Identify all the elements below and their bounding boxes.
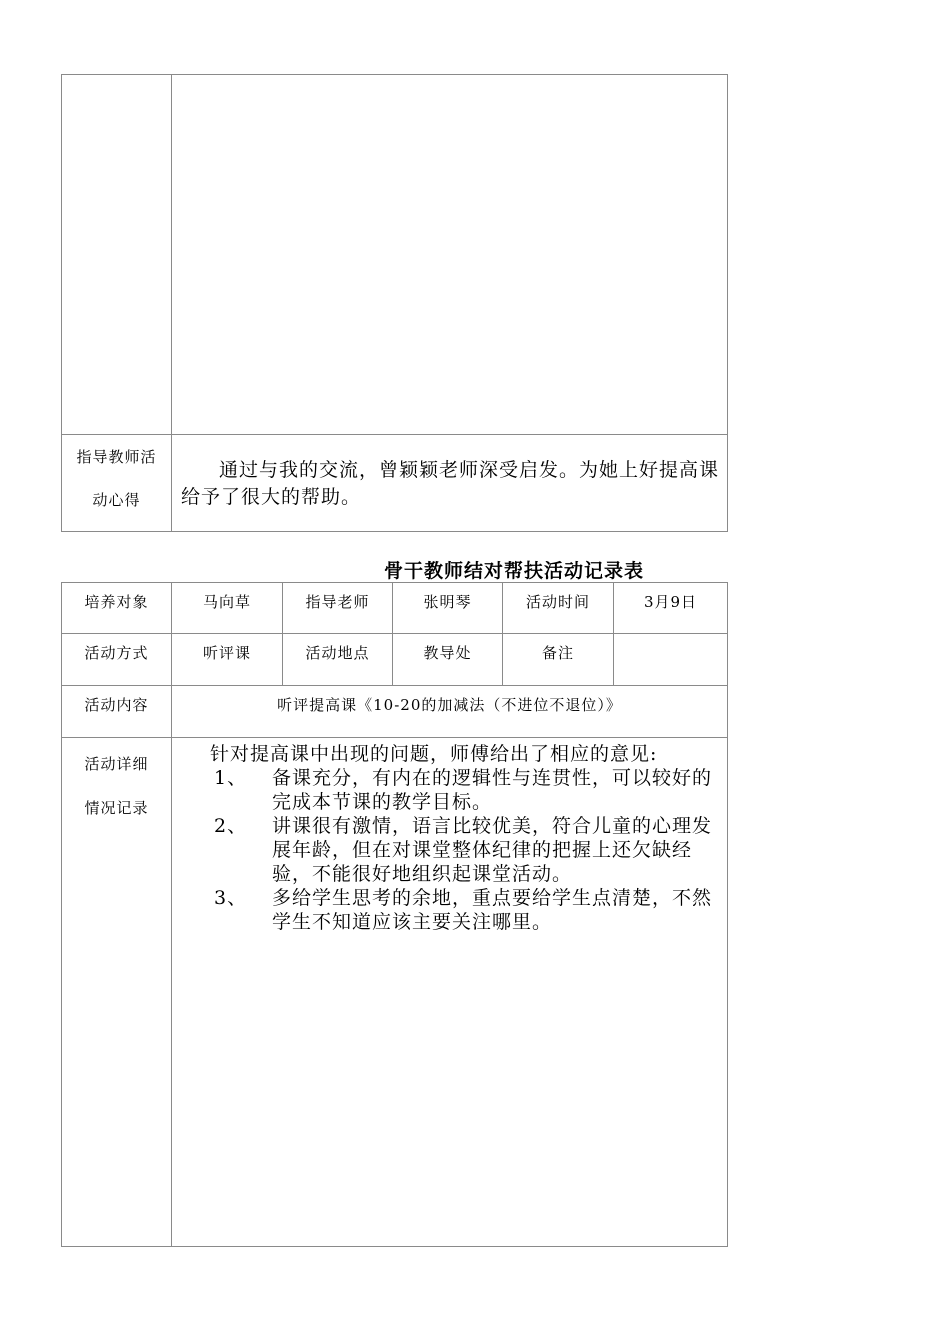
time-label: 活动时间: [503, 583, 614, 634]
detail-intro: 针对提高课中出现的问题，师傅给出了相应的意见:: [210, 743, 658, 765]
reflection-label-line2: 动心得: [92, 491, 141, 509]
place-value: 教导处: [393, 634, 503, 686]
mentor-reflection-table: [61, 74, 728, 532]
note-label: 备注: [503, 634, 614, 686]
record-row-3: [62, 686, 728, 738]
list-item-number: 1、: [214, 767, 248, 789]
list-item-text: 备课充分，有内在的逻辑性与连贯性，可以较好的完成本节课的教学目标。: [272, 767, 713, 813]
reflection-label: [62, 435, 172, 532]
detail-text: [172, 738, 727, 934]
list-item-text: 多给学生思考的余地，重点要给学生点清楚，不然学生不知道应该主要关注哪里。: [272, 887, 713, 933]
mode-label: 活动方式: [62, 634, 172, 686]
list-item: [214, 886, 719, 934]
reflection-label-line1: 指导教师活: [76, 448, 157, 466]
time-value: 3月9日: [614, 583, 728, 634]
list-item-number: 3、: [214, 887, 248, 909]
reflection-text: 通过与我的交流，曾颖颖老师深受启发。为她上好提高课给予了很大的帮助。: [181, 459, 720, 508]
record-row-2: [62, 634, 728, 686]
detail-label-line2: 情况记录: [84, 799, 149, 817]
note-value: [614, 634, 728, 686]
place-label: 活动地点: [283, 634, 393, 686]
target-value: 马向草: [172, 583, 283, 634]
mode-value: 听评课: [172, 634, 283, 686]
content-label: 活动内容: [62, 686, 172, 738]
detail-label: [62, 738, 172, 1247]
blank-content-cell: [172, 75, 728, 435]
list-item-number: 2、: [214, 815, 248, 837]
target-label: 培养对象: [62, 583, 172, 634]
record-row-1: [62, 583, 728, 634]
detail-label-line1: 活动详细: [84, 755, 149, 773]
list-item: [214, 814, 719, 886]
blank-row: [62, 75, 728, 435]
record-row-4: [62, 738, 728, 1247]
reflection-row: [62, 435, 728, 532]
reflection-cell: [172, 435, 728, 532]
mentor-value: 张明琴: [393, 583, 503, 634]
list-item: [214, 766, 719, 814]
blank-label-cell: [62, 75, 172, 435]
page-title: 骨干教师结对帮扶活动记录表: [383, 560, 644, 582]
list-item-text: 讲课很有激情，语言比较优美，符合儿童的心理发展年龄，但在对课堂整体纪律的把握上还欠缺经验，不能很好地组织起课堂活动。: [272, 815, 713, 885]
mentor-label: 指导老师: [283, 583, 393, 634]
activity-record-table: [61, 582, 728, 1247]
detail-cell: [172, 738, 728, 1247]
content-value: 听评提高课《10-20的加减法（不进位不退位）》: [172, 686, 728, 738]
